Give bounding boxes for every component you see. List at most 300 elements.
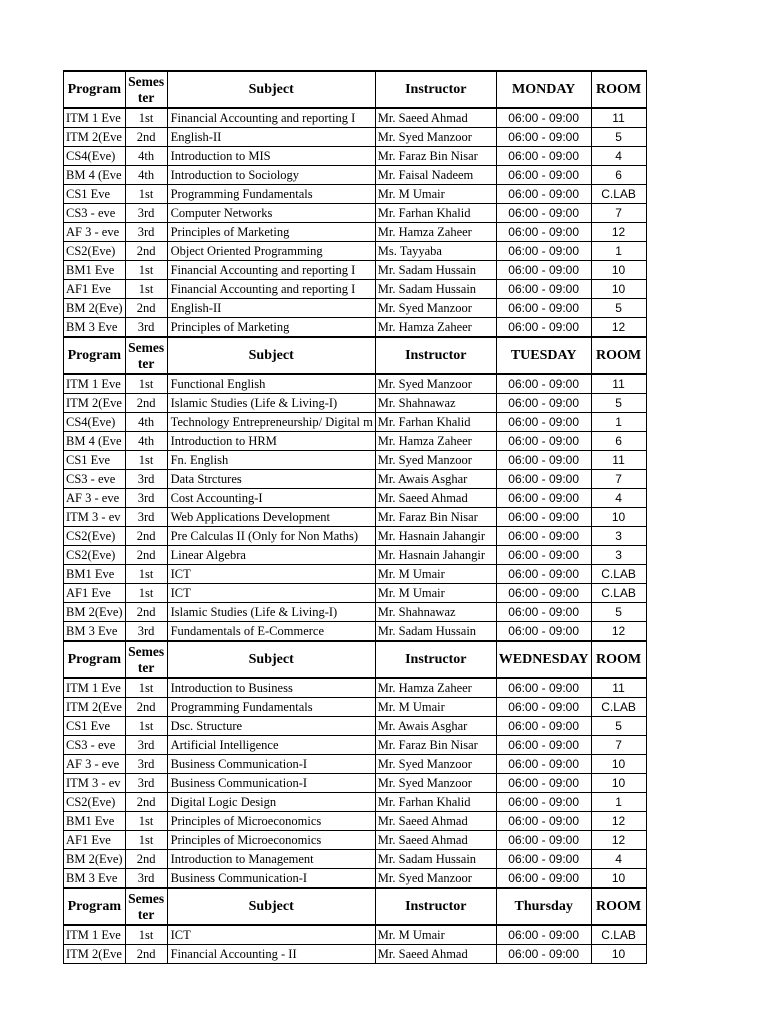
semester-cell: 3rd — [125, 318, 167, 338]
room-cell: 7 — [591, 470, 646, 489]
program-cell: CS2(Eve) — [64, 527, 126, 546]
time-cell: 06:00 - 09:00 — [496, 622, 591, 642]
day-header-row — [64, 641, 647, 678]
instructor-cell: Mr. Syed Manzoor — [375, 128, 496, 147]
subject-cell: Dsc. Structure — [167, 717, 375, 736]
room-cell: 4 — [591, 850, 646, 869]
subject-cell: Principles of Marketing — [167, 318, 375, 338]
time-cell: 06:00 - 09:00 — [496, 565, 591, 584]
semester-cell: 1st — [125, 108, 167, 128]
semester-cell: 2nd — [125, 242, 167, 261]
semester-cell: 1st — [125, 831, 167, 850]
subject-cell: Principles of Microeconomics — [167, 831, 375, 850]
day-header-row — [64, 888, 647, 925]
subject-cell: Digital Logic Design — [167, 793, 375, 812]
room-cell: 11 — [591, 451, 646, 470]
room-cell: 4 — [591, 489, 646, 508]
program-cell: CS4(Eve) — [64, 147, 126, 166]
time-cell: 06:00 - 09:00 — [496, 736, 591, 755]
time-cell: 06:00 - 09:00 — [496, 489, 591, 508]
table-row — [64, 565, 647, 584]
room-cell: C.LAB — [591, 925, 646, 945]
header-day: Thursday — [496, 888, 591, 925]
program-cell: BM 4 (Eve — [64, 432, 126, 451]
table-row — [64, 394, 647, 413]
program-cell: CS4(Eve) — [64, 413, 126, 432]
instructor-cell: Mr. M Umair — [375, 185, 496, 204]
time-cell: 06:00 - 09:00 — [496, 413, 591, 432]
subject-cell: ICT — [167, 565, 375, 584]
program-cell: AF 3 - eve — [64, 489, 126, 508]
instructor-cell: Mr. Faisal Nadeem — [375, 166, 496, 185]
subject-cell: Principles of Marketing — [167, 223, 375, 242]
header-program: Program — [64, 337, 126, 374]
instructor-cell: Mr. Faraz Bin Nisar — [375, 736, 496, 755]
room-cell: 3 — [591, 546, 646, 565]
program-cell: CS2(Eve) — [64, 546, 126, 565]
header-room: ROOM — [591, 337, 646, 374]
time-cell: 06:00 - 09:00 — [496, 678, 591, 698]
table-row — [64, 413, 647, 432]
room-cell: 11 — [591, 678, 646, 698]
header-room: ROOM — [591, 888, 646, 925]
day-header-row — [64, 337, 647, 374]
day-header-row — [64, 71, 647, 108]
room-cell: 5 — [591, 603, 646, 622]
program-cell: AF 3 - eve — [64, 223, 126, 242]
table-row — [64, 166, 647, 185]
table-row — [64, 925, 647, 945]
table-row — [64, 261, 647, 280]
header-room: ROOM — [591, 641, 646, 678]
semester-cell: 2nd — [125, 793, 167, 812]
table-row — [64, 831, 647, 850]
timetable — [63, 70, 647, 964]
subject-cell: ICT — [167, 925, 375, 945]
header-program: Program — [64, 71, 126, 108]
instructor-cell: Mr. Sadam Hussain — [375, 850, 496, 869]
semester-cell: 3rd — [125, 489, 167, 508]
program-cell: CS3 - eve — [64, 204, 126, 223]
program-cell: BM 2(Eve) — [64, 850, 126, 869]
instructor-cell: Mr. Hamza Zaheer — [375, 318, 496, 338]
header-subject: Subject — [167, 641, 375, 678]
table-row — [64, 451, 647, 470]
room-cell: C.LAB — [591, 698, 646, 717]
room-cell: 12 — [591, 831, 646, 850]
program-cell: CS1 Eve — [64, 451, 126, 470]
time-cell: 06:00 - 09:00 — [496, 318, 591, 338]
subject-cell: Principles of Microeconomics — [167, 812, 375, 831]
instructor-cell: Mr. Syed Manzoor — [375, 774, 496, 793]
semester-cell: 3rd — [125, 869, 167, 889]
subject-cell: Programming Fundamentals — [167, 698, 375, 717]
subject-cell: Introduction to HRM — [167, 432, 375, 451]
subject-cell: Technology Entrepreneurship/ Digital m — [167, 413, 375, 432]
program-cell: CS1 Eve — [64, 717, 126, 736]
header-semester: Semes ter — [125, 888, 167, 925]
table-row — [64, 584, 647, 603]
table-row — [64, 755, 647, 774]
semester-cell: 1st — [125, 280, 167, 299]
semester-cell: 3rd — [125, 755, 167, 774]
table-row — [64, 128, 647, 147]
semester-cell: 1st — [125, 584, 167, 603]
time-cell: 06:00 - 09:00 — [496, 147, 591, 166]
room-cell: 6 — [591, 432, 646, 451]
subject-cell: Artificial Intelligence — [167, 736, 375, 755]
subject-cell: Financial Accounting and reporting I — [167, 108, 375, 128]
program-cell: ITM 2(Eve — [64, 945, 126, 964]
table-row — [64, 242, 647, 261]
room-cell: 12 — [591, 622, 646, 642]
semester-cell: 2nd — [125, 299, 167, 318]
subject-cell: Linear Algebra — [167, 546, 375, 565]
program-cell: ITM 2(Eve — [64, 698, 126, 717]
subject-cell: English-II — [167, 128, 375, 147]
instructor-cell: Mr. Awais Asghar — [375, 470, 496, 489]
time-cell: 06:00 - 09:00 — [496, 869, 591, 889]
table-row — [64, 774, 647, 793]
instructor-cell: Mr. Hamza Zaheer — [375, 432, 496, 451]
instructor-cell: Mr. Awais Asghar — [375, 717, 496, 736]
header-subject: Subject — [167, 71, 375, 108]
instructor-cell: Mr. Faraz Bin Nisar — [375, 147, 496, 166]
header-semester: Semes ter — [125, 641, 167, 678]
subject-cell: Computer Networks — [167, 204, 375, 223]
semester-cell: 1st — [125, 717, 167, 736]
table-row — [64, 185, 647, 204]
room-cell: C.LAB — [591, 584, 646, 603]
room-cell: 6 — [591, 166, 646, 185]
instructor-cell: Mr. M Umair — [375, 584, 496, 603]
subject-cell: Functional English — [167, 374, 375, 394]
semester-cell: 2nd — [125, 603, 167, 622]
program-cell: AF 3 - eve — [64, 755, 126, 774]
program-cell: ITM 1 Eve — [64, 678, 126, 698]
time-cell: 06:00 - 09:00 — [496, 925, 591, 945]
program-cell: CS2(Eve) — [64, 793, 126, 812]
subject-cell: Cost Accounting-I — [167, 489, 375, 508]
subject-cell: Pre Calculas II (Only for Non Maths) — [167, 527, 375, 546]
time-cell: 06:00 - 09:00 — [496, 299, 591, 318]
instructor-cell: Mr. Farhan Khalid — [375, 793, 496, 812]
room-cell: 10 — [591, 508, 646, 527]
room-cell: 1 — [591, 242, 646, 261]
time-cell: 06:00 - 09:00 — [496, 451, 591, 470]
instructor-cell: Mr. Saeed Ahmad — [375, 489, 496, 508]
room-cell: 12 — [591, 812, 646, 831]
semester-cell: 1st — [125, 925, 167, 945]
time-cell: 06:00 - 09:00 — [496, 812, 591, 831]
semester-cell: 2nd — [125, 698, 167, 717]
header-semester: Semes ter — [125, 71, 167, 108]
instructor-cell: Mr. Hamza Zaheer — [375, 223, 496, 242]
room-cell: 7 — [591, 204, 646, 223]
subject-cell: Financial Accounting and reporting I — [167, 261, 375, 280]
time-cell: 06:00 - 09:00 — [496, 546, 591, 565]
subject-cell: Financial Accounting - II — [167, 945, 375, 964]
semester-cell: 3rd — [125, 223, 167, 242]
instructor-cell: Mr. Farhan Khalid — [375, 413, 496, 432]
header-instructor: Instructor — [375, 641, 496, 678]
table-row — [64, 299, 647, 318]
room-cell: 5 — [591, 717, 646, 736]
table-row — [64, 489, 647, 508]
room-cell: 7 — [591, 736, 646, 755]
header-program: Program — [64, 641, 126, 678]
semester-cell: 4th — [125, 432, 167, 451]
instructor-cell: Mr. Farhan Khalid — [375, 204, 496, 223]
instructor-cell: Mr. Shahnawaz — [375, 603, 496, 622]
table-row — [64, 945, 647, 964]
table-row — [64, 527, 647, 546]
table-row — [64, 812, 647, 831]
header-subject: Subject — [167, 337, 375, 374]
table-row — [64, 374, 647, 394]
instructor-cell: Mr. Saeed Ahmad — [375, 945, 496, 964]
program-cell: ITM 2(Eve — [64, 394, 126, 413]
table-row — [64, 223, 647, 242]
room-cell: 12 — [591, 318, 646, 338]
table-row — [64, 603, 647, 622]
table-row — [64, 108, 647, 128]
semester-cell: 2nd — [125, 546, 167, 565]
instructor-cell: Mr. Syed Manzoor — [375, 299, 496, 318]
instructor-cell: Mr. Syed Manzoor — [375, 755, 496, 774]
table-row — [64, 698, 647, 717]
subject-cell: Business Communication-I — [167, 755, 375, 774]
room-cell: 10 — [591, 945, 646, 964]
semester-cell: 3rd — [125, 204, 167, 223]
subject-cell: Web Applications Development — [167, 508, 375, 527]
subject-cell: Islamic Studies (Life & Living-I) — [167, 394, 375, 413]
table-row — [64, 736, 647, 755]
time-cell: 06:00 - 09:00 — [496, 755, 591, 774]
subject-cell: Business Communication-I — [167, 869, 375, 889]
room-cell: 1 — [591, 793, 646, 812]
header-instructor: Instructor — [375, 71, 496, 108]
time-cell: 06:00 - 09:00 — [496, 793, 591, 812]
semester-cell: 2nd — [125, 945, 167, 964]
time-cell: 06:00 - 09:00 — [496, 603, 591, 622]
room-cell: 10 — [591, 774, 646, 793]
room-cell: 4 — [591, 147, 646, 166]
subject-cell: Fn. English — [167, 451, 375, 470]
table-row — [64, 793, 647, 812]
program-cell: BM 3 Eve — [64, 869, 126, 889]
header-subject: Subject — [167, 888, 375, 925]
header-instructor: Instructor — [375, 888, 496, 925]
table-row — [64, 280, 647, 299]
subject-cell: ICT — [167, 584, 375, 603]
subject-cell: Programming Fundamentals — [167, 185, 375, 204]
subject-cell: Islamic Studies (Life & Living-I) — [167, 603, 375, 622]
instructor-cell: Mr. M Umair — [375, 925, 496, 945]
time-cell: 06:00 - 09:00 — [496, 223, 591, 242]
semester-cell: 2nd — [125, 527, 167, 546]
semester-cell: 1st — [125, 374, 167, 394]
time-cell: 06:00 - 09:00 — [496, 698, 591, 717]
time-cell: 06:00 - 09:00 — [496, 717, 591, 736]
time-cell: 06:00 - 09:00 — [496, 394, 591, 413]
program-cell: BM 2(Eve) — [64, 299, 126, 318]
subject-cell: Introduction to Sociology — [167, 166, 375, 185]
semester-cell: 1st — [125, 565, 167, 584]
time-cell: 06:00 - 09:00 — [496, 432, 591, 451]
program-cell: ITM 3 - ev — [64, 774, 126, 793]
instructor-cell: Mr. Faraz Bin Nisar — [375, 508, 496, 527]
time-cell: 06:00 - 09:00 — [496, 166, 591, 185]
instructor-cell: Mr. Sadam Hussain — [375, 622, 496, 642]
room-cell: 3 — [591, 527, 646, 546]
time-cell: 06:00 - 09:00 — [496, 242, 591, 261]
semester-cell: 1st — [125, 261, 167, 280]
semester-cell: 1st — [125, 678, 167, 698]
program-cell: ITM 1 Eve — [64, 925, 126, 945]
time-cell: 06:00 - 09:00 — [496, 108, 591, 128]
semester-cell: 1st — [125, 451, 167, 470]
room-cell: 5 — [591, 394, 646, 413]
instructor-cell: Mr. Syed Manzoor — [375, 869, 496, 889]
semester-cell: 4th — [125, 147, 167, 166]
table-row — [64, 470, 647, 489]
table-row — [64, 678, 647, 698]
program-cell: AF1 Eve — [64, 280, 126, 299]
semester-cell: 2nd — [125, 850, 167, 869]
time-cell: 06:00 - 09:00 — [496, 261, 591, 280]
instructor-cell: Mr. Saeed Ahmad — [375, 108, 496, 128]
time-cell: 06:00 - 09:00 — [496, 470, 591, 489]
program-cell: BM1 Eve — [64, 565, 126, 584]
room-cell: 10 — [591, 869, 646, 889]
subject-cell: English-II — [167, 299, 375, 318]
time-cell: 06:00 - 09:00 — [496, 527, 591, 546]
table-row — [64, 508, 647, 527]
time-cell: 06:00 - 09:00 — [496, 185, 591, 204]
time-cell: 06:00 - 09:00 — [496, 831, 591, 850]
header-room: ROOM — [591, 71, 646, 108]
room-cell: 12 — [591, 223, 646, 242]
table-row — [64, 717, 647, 736]
time-cell: 06:00 - 09:00 — [496, 774, 591, 793]
time-cell: 06:00 - 09:00 — [496, 204, 591, 223]
table-row — [64, 622, 647, 642]
instructor-cell: Ms. Tayyaba — [375, 242, 496, 261]
program-cell: BM 2(Eve) — [64, 603, 126, 622]
program-cell: CS3 - eve — [64, 736, 126, 755]
semester-cell: 1st — [125, 812, 167, 831]
semester-cell: 3rd — [125, 470, 167, 489]
instructor-cell: Mr. M Umair — [375, 698, 496, 717]
time-cell: 06:00 - 09:00 — [496, 584, 591, 603]
semester-cell: 4th — [125, 413, 167, 432]
room-cell: 1 — [591, 413, 646, 432]
table-row — [64, 546, 647, 565]
semester-cell: 2nd — [125, 394, 167, 413]
time-cell: 06:00 - 09:00 — [496, 850, 591, 869]
program-cell: ITM 1 Eve — [64, 374, 126, 394]
time-cell: 06:00 - 09:00 — [496, 508, 591, 527]
header-day: WEDNESDAY — [496, 641, 591, 678]
room-cell: C.LAB — [591, 565, 646, 584]
semester-cell: 3rd — [125, 774, 167, 793]
table-row — [64, 432, 647, 451]
instructor-cell: Mr. Saeed Ahmad — [375, 812, 496, 831]
instructor-cell: Mr. Sadam Hussain — [375, 280, 496, 299]
header-day: TUESDAY — [496, 337, 591, 374]
time-cell: 06:00 - 09:00 — [496, 945, 591, 964]
instructor-cell: Mr. Syed Manzoor — [375, 451, 496, 470]
instructor-cell: Mr. Hamza Zaheer — [375, 678, 496, 698]
table-row — [64, 204, 647, 223]
subject-cell: Introduction to Management — [167, 850, 375, 869]
subject-cell: Business Communication-I — [167, 774, 375, 793]
instructor-cell: Mr. Shahnawaz — [375, 394, 496, 413]
room-cell: 11 — [591, 374, 646, 394]
program-cell: ITM 2(Eve — [64, 128, 126, 147]
header-semester: Semes ter — [125, 337, 167, 374]
time-cell: 06:00 - 09:00 — [496, 374, 591, 394]
instructor-cell: Mr. Hasnain Jahangir — [375, 527, 496, 546]
subject-cell: Data Strctures — [167, 470, 375, 489]
semester-cell: 1st — [125, 185, 167, 204]
table-row — [64, 147, 647, 166]
semester-cell: 2nd — [125, 128, 167, 147]
room-cell: 10 — [591, 280, 646, 299]
program-cell: BM1 Eve — [64, 261, 126, 280]
time-cell: 06:00 - 09:00 — [496, 280, 591, 299]
subject-cell: Fundamentals of E-Commerce — [167, 622, 375, 642]
time-cell: 06:00 - 09:00 — [496, 128, 591, 147]
header-instructor: Instructor — [375, 337, 496, 374]
room-cell: 11 — [591, 108, 646, 128]
room-cell: C.LAB — [591, 185, 646, 204]
table-row — [64, 318, 647, 338]
program-cell: ITM 1 Eve — [64, 108, 126, 128]
program-cell: BM 3 Eve — [64, 318, 126, 338]
semester-cell: 3rd — [125, 508, 167, 527]
program-cell: BM 4 (Eve — [64, 166, 126, 185]
program-cell: CS3 - eve — [64, 470, 126, 489]
program-cell: AF1 Eve — [64, 831, 126, 850]
room-cell: 10 — [591, 261, 646, 280]
subject-cell: Object Oriented Programming — [167, 242, 375, 261]
room-cell: 5 — [591, 299, 646, 318]
semester-cell: 4th — [125, 166, 167, 185]
timetable-body — [64, 71, 647, 964]
program-cell: CS2(Eve) — [64, 242, 126, 261]
subject-cell: Introduction to Business — [167, 678, 375, 698]
subject-cell: Financial Accounting and reporting I — [167, 280, 375, 299]
instructor-cell: Mr. Syed Manzoor — [375, 374, 496, 394]
instructor-cell: Mr. M Umair — [375, 565, 496, 584]
subject-cell: Introduction to MIS — [167, 147, 375, 166]
program-cell: BM 3 Eve — [64, 622, 126, 642]
instructor-cell: Mr. Hasnain Jahangir — [375, 546, 496, 565]
program-cell: BM1 Eve — [64, 812, 126, 831]
instructor-cell: Mr. Sadam Hussain — [375, 261, 496, 280]
program-cell: ITM 3 - ev — [64, 508, 126, 527]
room-cell: 10 — [591, 755, 646, 774]
instructor-cell: Mr. Saeed Ahmad — [375, 831, 496, 850]
table-row — [64, 869, 647, 889]
semester-cell: 3rd — [125, 736, 167, 755]
semester-cell: 3rd — [125, 622, 167, 642]
room-cell: 5 — [591, 128, 646, 147]
header-program: Program — [64, 888, 126, 925]
header-day: MONDAY — [496, 71, 591, 108]
